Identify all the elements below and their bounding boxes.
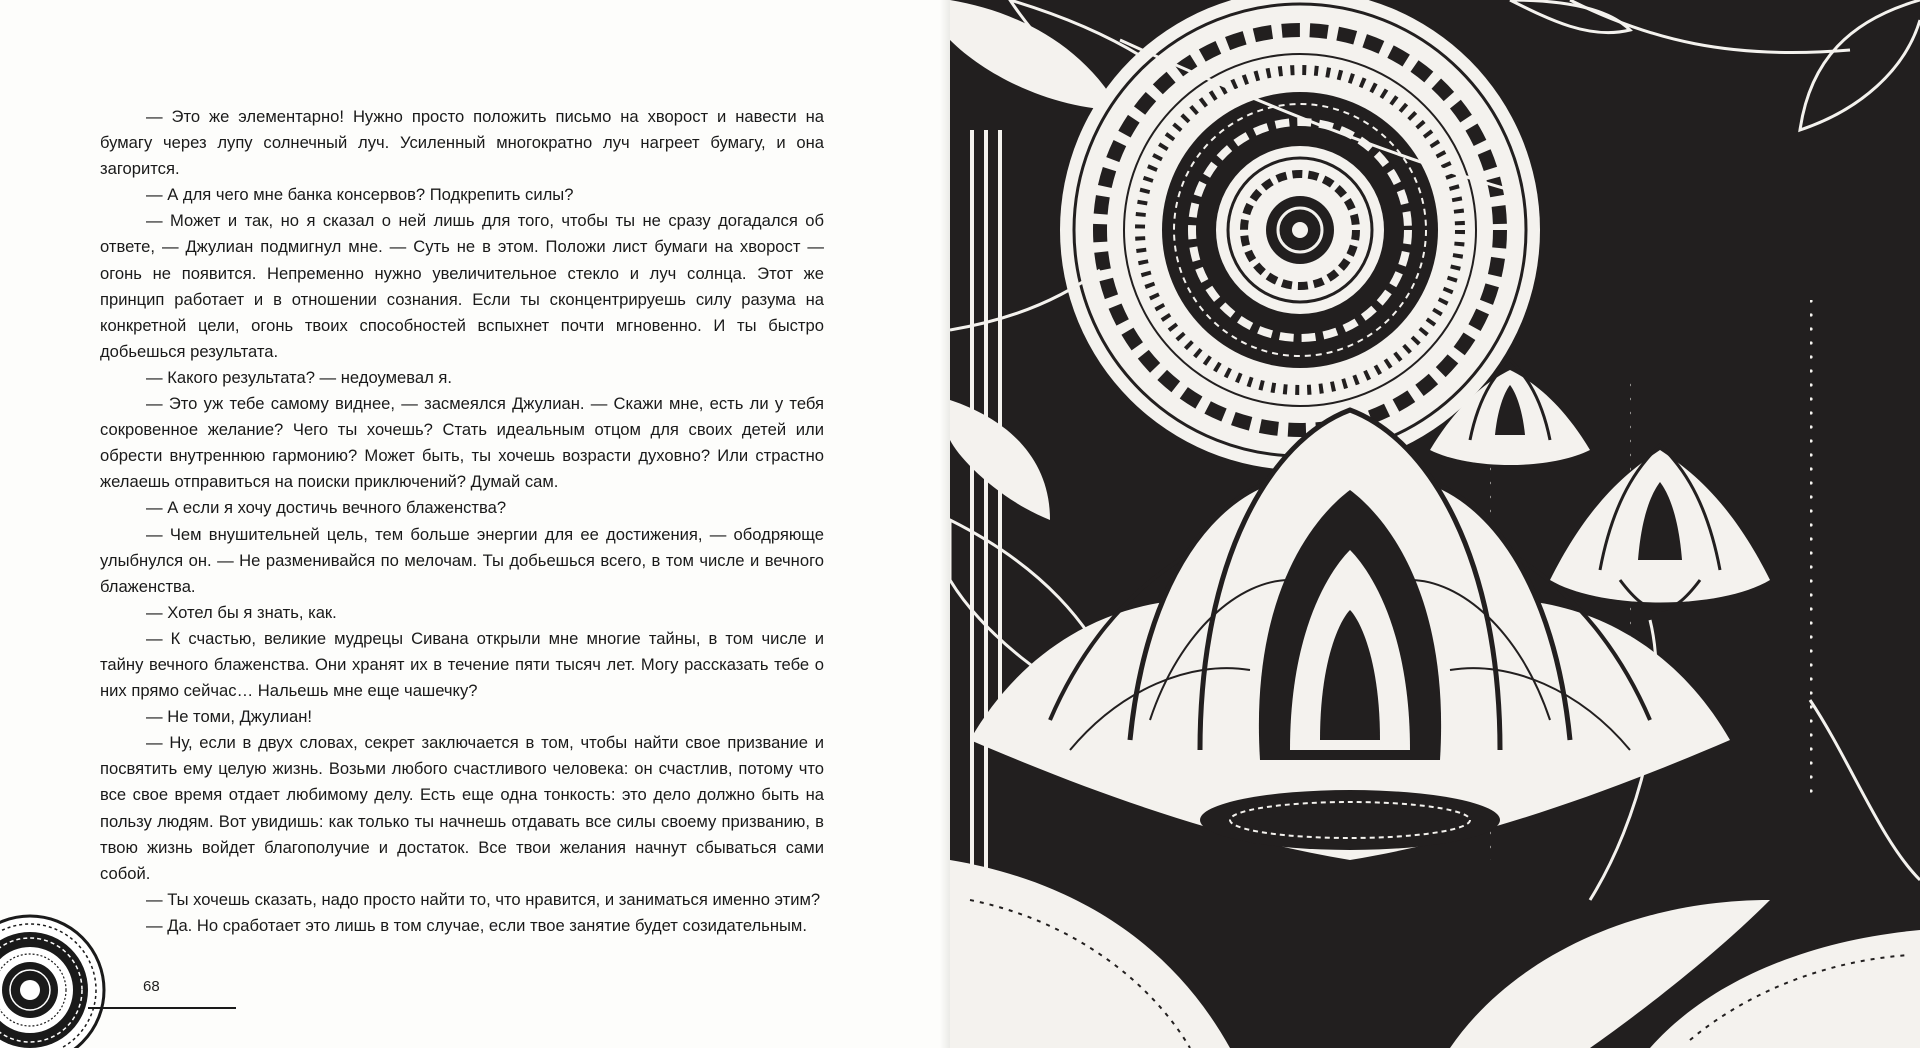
- paragraph: — А для чего мне банка консервов? Подкрепить силы?: [146, 185, 574, 205]
- mandala-ornament-icon: [0, 894, 120, 1048]
- paragraph: — Это уж тебе самому виднее, — засмеялся Джулиан. — Скажи мне, есть ли у тебя сокровенное желание? Чего ты хочешь? Стать идеальным отцом для своих детей или обрести внутреннюю гармонию? Может быть, ты хочешь возрасти духовно? Или страстно желаешь отправиться на поиски приключений? Думай сам.: [100, 394, 824, 492]
- paragraph: — Хотел бы я знать, как.: [146, 602, 337, 622]
- paragraph: — Да. Но сработает это лишь в том случае, если твое занятие будет созидательным.: [146, 915, 807, 935]
- paragraph: — Это же элементарно! Нужно просто положить письмо на хворост и навести на бумагу через лупу солнечный луч. Усиленный многократно луч нагреет бумагу, и она загорится.: [100, 107, 824, 179]
- illustration-page: [950, 0, 1920, 1048]
- page-number-rule: [88, 1007, 236, 1009]
- lotus-mandala-illustration: [950, 0, 1920, 1048]
- paragraph: — Ну, если в двух словах, секрет заключается в том, чтобы найти свое призвание и посвятить ему целую жизнь. Возьми любого счастливого человека: он счастлив, потому что все свое время отдает любимому делу. Есть еще одна тонкость: это дело должно быть на пользу людям. Вот увидишь: как только ты начнешь отдавать все силы своему призванию, в твою жизнь войдет благополучие и достаток. Все твои желания начнут сбываться сами собой.: [100, 733, 824, 883]
- body-text: [100, 104, 824, 939]
- paragraph: — А если я хочу достичь вечного блаженства?: [146, 498, 507, 518]
- paragraph: — Какого результата? — недоумевал я.: [146, 367, 452, 387]
- paragraph: — Не томи, Джулиан!: [146, 707, 312, 727]
- paragraph: — Чем внушительней цель, тем больше энергии для ее достижения, — ободряюще улыбнулся он. — Не разменивайся по мелочам. Ты добьешься всего, в том числе и вечного блаженства.: [100, 524, 824, 596]
- paragraph: — К счастью, великие мудрецы Сивана открыли мне многие тайны, в том числе и тайну вечного блаженства. Они хранят их в течение пяти тысяч лет. Могу рассказать тебе о них прямо сейчас… Нальешь мне еще чашечку?: [100, 628, 824, 701]
- page-number: 68: [143, 978, 160, 995]
- paragraph: — Может и так, но я сказал о ней лишь для того, чтобы ты не сразу догадался об ответе, — Джулиан подмигнул мне. — Суть не в этом. Положи лист бумаги на хворост — огонь не появится. Непременно нужно увеличительное стекло и луч солнца. Этот же принцип работает и в отношении сознания. Если ты сконцентрируешь силу разума на конкретной цели, огонь твоих способностей вспыхнет почти мгновенно. И ты быстро добьешься результата.: [100, 211, 824, 361]
- left-page: [0, 0, 948, 1048]
- paragraph: — Ты хочешь сказать, надо просто найти то, что нравится, и заниматься именно этим?: [146, 889, 821, 909]
- mandala-circle: [1060, 0, 1540, 470]
